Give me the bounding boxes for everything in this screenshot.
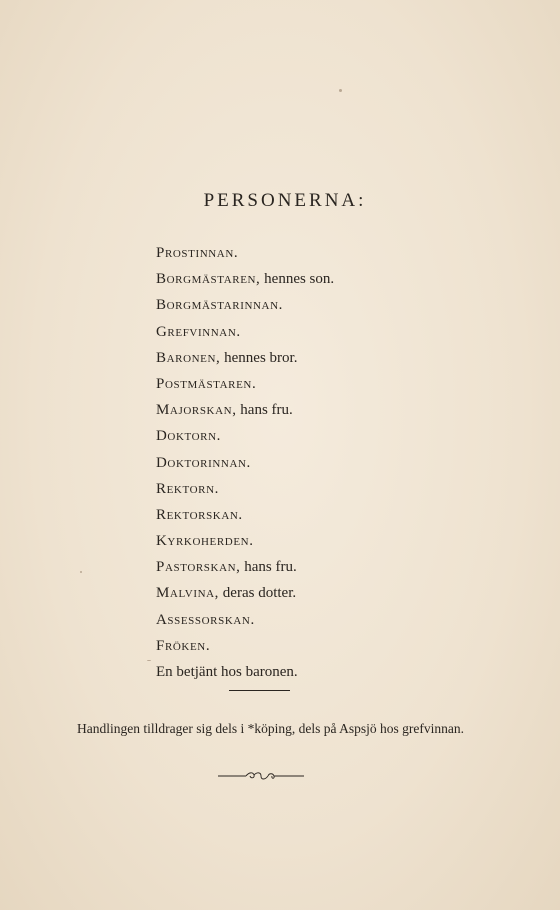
cast-item xyxy=(156,607,334,633)
cast-item xyxy=(156,528,334,554)
character-name: Borgmästarinnan. xyxy=(156,297,283,314)
cast-item xyxy=(156,292,334,318)
cast-item xyxy=(156,502,334,528)
character-name: Doktorn. xyxy=(156,428,222,445)
page-heading: PERSONERNA: xyxy=(203,190,367,211)
character-name: Postmästaren. xyxy=(156,375,257,392)
cast-item xyxy=(156,240,334,266)
character-name: Kyrkoherden. xyxy=(156,533,254,550)
character-description: deras dotter. xyxy=(219,585,297,602)
ornament-divider xyxy=(218,770,304,782)
character-name: Doktorinnan. xyxy=(156,454,251,471)
cast-item xyxy=(156,554,334,580)
character-description: hans fru. xyxy=(240,559,297,576)
cast-item xyxy=(156,476,334,502)
character-name: Rektorskan. xyxy=(156,506,243,523)
cast-list xyxy=(156,240,334,685)
cast-item xyxy=(156,345,334,371)
character-description: hennes bror. xyxy=(220,349,298,366)
character-name: Fröken. xyxy=(156,637,211,654)
character-name: Baronen, xyxy=(156,349,221,366)
cast-item xyxy=(156,659,334,685)
character-name: Assessorskan. xyxy=(156,611,255,628)
cast-item xyxy=(156,580,334,606)
cast-item xyxy=(156,450,334,476)
cast-item xyxy=(156,423,334,449)
character-name: Malvina, xyxy=(156,585,220,602)
character-description: hans fru. xyxy=(236,402,293,419)
paper-speck xyxy=(80,571,82,573)
character-name: Majorskan, xyxy=(156,402,237,419)
character-description: hennes son. xyxy=(260,271,335,288)
cast-item xyxy=(156,319,334,345)
character-name: Grefvinnan. xyxy=(156,323,241,340)
cast-item xyxy=(156,371,334,397)
cast-item xyxy=(156,633,334,659)
character-name: Pastorskan, xyxy=(156,559,241,576)
character-name: Prostinnan. xyxy=(156,245,239,261)
character-name: Rektorn. xyxy=(156,480,219,497)
setting-note: Handlingen tilldrager sig dels i *köping, dels på Aspsjö hos grefvinnan. xyxy=(77,721,464,736)
cast-item xyxy=(156,397,334,423)
separator-rule xyxy=(229,690,290,691)
character-name: Borgmästaren, xyxy=(156,271,261,288)
paper-speck xyxy=(339,89,342,92)
paper-speck xyxy=(147,660,151,661)
character-description: En betjänt hos baronen. xyxy=(156,664,298,680)
cast-item xyxy=(156,266,334,292)
